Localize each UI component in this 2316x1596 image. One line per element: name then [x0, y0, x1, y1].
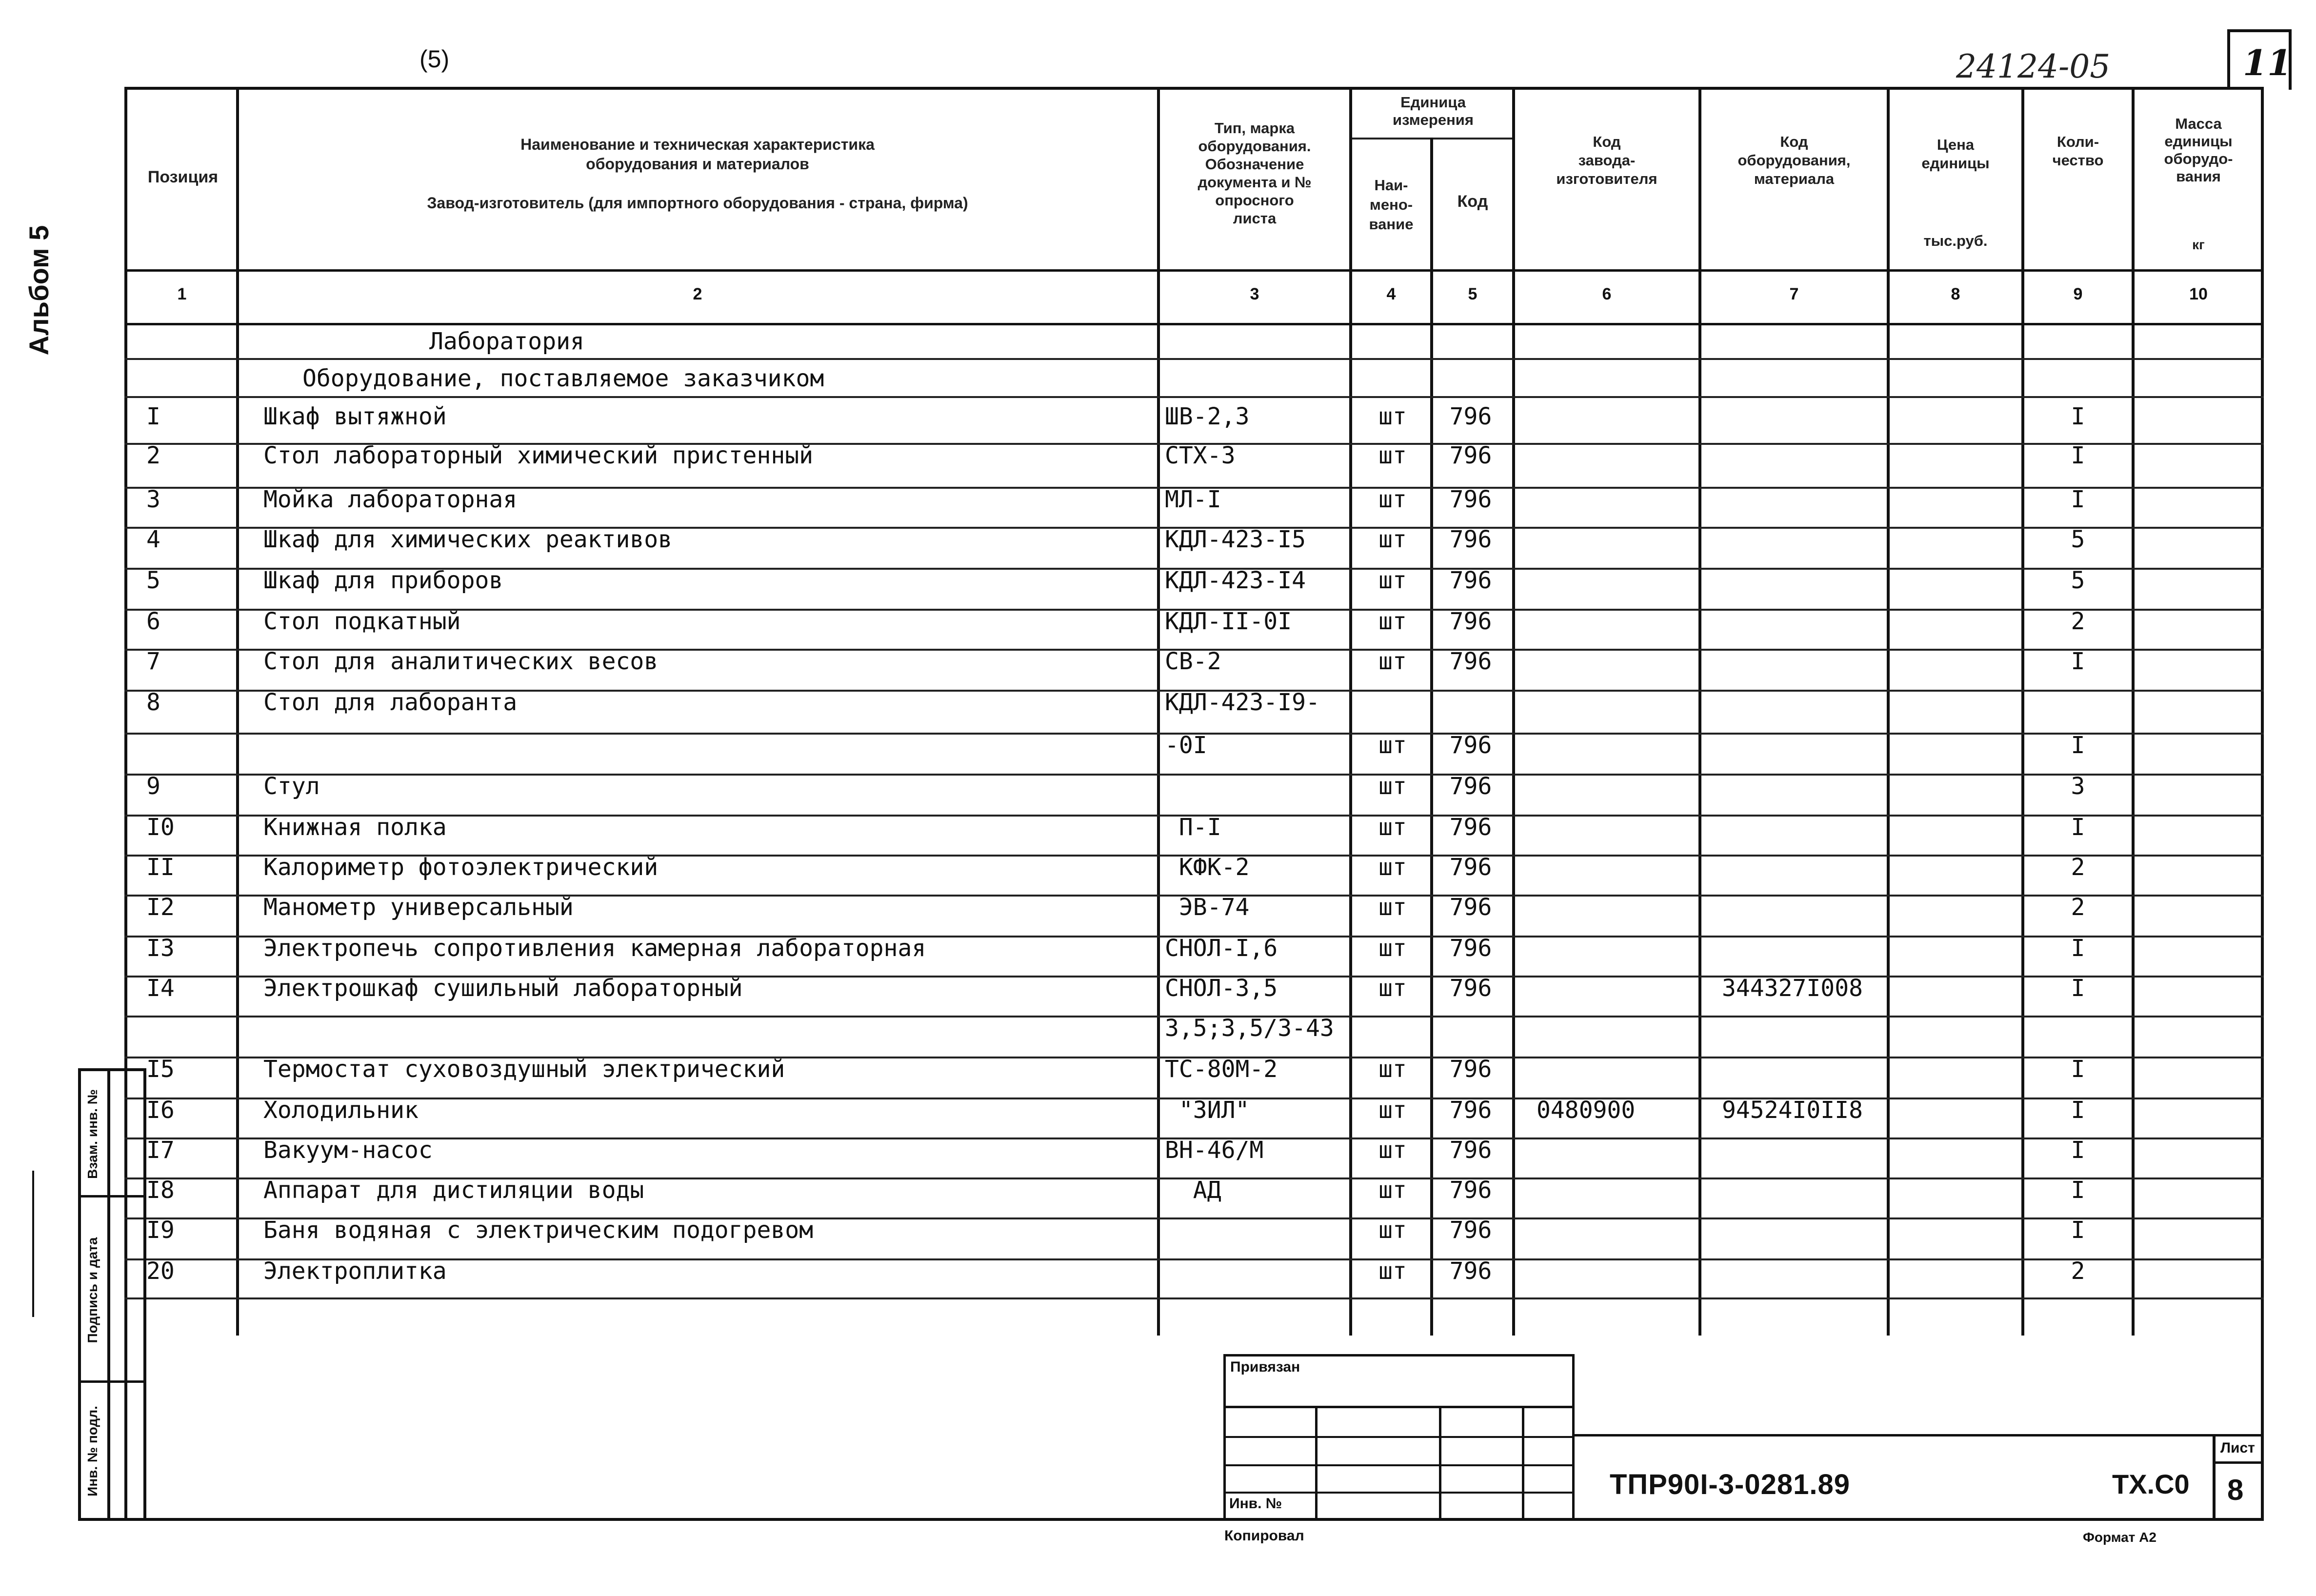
list-number: 8 — [2227, 1474, 2244, 1506]
row-type: -0I — [1165, 732, 1207, 759]
row-unit-code: 796 — [1449, 1056, 1492, 1083]
inv-label: Инв. № — [1229, 1496, 1282, 1512]
row-unit-code: 796 — [1449, 608, 1492, 635]
row-unit: шт — [1378, 608, 1407, 635]
row-name: Вакуум-насос — [263, 1137, 433, 1164]
row-unit-code: 796 — [1449, 1097, 1492, 1124]
bind-label: Привязан — [1230, 1359, 1300, 1375]
row-type: ВН-46/М — [1165, 1137, 1264, 1164]
row-type: ШВ-2,3 — [1165, 403, 1250, 430]
row-position: 2 — [146, 442, 160, 469]
row-position: II — [146, 854, 175, 881]
row-unit-code: 796 — [1449, 894, 1492, 921]
row-position: 3 — [146, 486, 160, 513]
row-quantity: I — [2071, 1056, 2085, 1083]
row-position: 6 — [146, 608, 160, 635]
row-unit: шт — [1378, 1097, 1407, 1124]
header-name-line3: Завод-изготовитель (для импортного оборудования - страна, фирма) — [427, 194, 968, 212]
row-unit-code: 796 — [1449, 773, 1492, 800]
column-number-3: 3 — [1250, 285, 1259, 303]
row-quantity: I — [2071, 486, 2085, 513]
row-unit: шт — [1378, 894, 1407, 921]
row-position: I9 — [146, 1217, 175, 1244]
list-col — [2213, 1434, 2216, 1521]
row-line — [124, 396, 2264, 398]
col-line-3 — [1349, 87, 1352, 1336]
column-number-4: 4 — [1386, 285, 1396, 303]
row-quantity: 5 — [2071, 526, 2085, 553]
row-position: 5 — [146, 567, 160, 594]
row-type: КДЛ-423-I4 — [1165, 567, 1306, 594]
row-name: Манометр универсальный — [263, 894, 574, 921]
bind-col-2 — [1439, 1406, 1441, 1521]
copied-label: Копировал — [1224, 1528, 1304, 1544]
row-quantity: 2 — [2071, 1257, 2085, 1285]
row-unit-code: 796 — [1449, 442, 1492, 469]
row-position: I — [146, 403, 160, 430]
side-stamp-podpis: Подпись и дата — [85, 1237, 100, 1343]
row-unit: шт — [1378, 975, 1407, 1002]
row-unit-code: 796 — [1449, 1257, 1492, 1285]
col-line-7 — [1887, 87, 1890, 1336]
bind-col-3 — [1522, 1406, 1524, 1521]
row-line — [124, 358, 2264, 360]
row-name: Шкаф для химических реактивов — [263, 526, 673, 553]
row-unit-code: 796 — [1449, 1217, 1492, 1244]
column-number-10: 10 — [2189, 285, 2208, 303]
margin-mark — [32, 1171, 34, 1317]
row-position: I7 — [146, 1137, 175, 1164]
row-unit-code: 796 — [1449, 567, 1492, 594]
row-unit-code: 796 — [1449, 854, 1492, 881]
row-position: 4 — [146, 526, 160, 553]
row-quantity: I — [2071, 648, 2085, 675]
row-name: Стол для лаборанта — [263, 689, 518, 716]
row-quantity: I — [2071, 975, 2085, 1002]
row-line — [124, 774, 2264, 776]
row-name: Шкаф для приборов — [263, 567, 503, 594]
row-material-code: 344327I008 — [1722, 975, 1863, 1002]
row-name: Электроплитка — [263, 1257, 447, 1285]
header-name-line1: Наименование и техническая характеристика — [520, 136, 875, 153]
row-unit-code: 796 — [1449, 648, 1492, 675]
row-position: 7 — [146, 648, 160, 675]
row-type: П-I — [1165, 814, 1221, 841]
column-number-5: 5 — [1468, 285, 1477, 303]
row-type: АД — [1165, 1177, 1221, 1204]
row-name: Стул — [263, 773, 320, 800]
section-title: Лаборатория — [429, 328, 584, 355]
header-material-code: Код оборудования, материала — [1737, 133, 1851, 187]
row-unit: шт — [1378, 1217, 1407, 1244]
row-name: Стол для аналитических весов — [263, 648, 659, 675]
row-unit-code: 796 — [1449, 1137, 1492, 1164]
row-quantity: I — [2071, 403, 2085, 430]
row-quantity: I — [2071, 732, 2085, 759]
row-name: Термостат суховоздушный электрический — [263, 1056, 785, 1083]
row-unit: шт — [1378, 567, 1407, 594]
row-unit-code: 796 — [1449, 403, 1492, 430]
row-position: I4 — [146, 975, 175, 1002]
row-position: 8 — [146, 689, 160, 716]
column-number-7: 7 — [1789, 285, 1799, 303]
column-number-1: 1 — [177, 285, 187, 303]
bind-col-1 — [1315, 1406, 1318, 1521]
row-type: ЭВ-74 — [1165, 894, 1250, 921]
row-unit: шт — [1378, 403, 1407, 430]
colnum-bottom-line — [124, 323, 2264, 325]
row-name: Книжная полка — [263, 814, 447, 841]
row-unit: шт — [1378, 854, 1407, 881]
row-unit-code: 796 — [1449, 526, 1492, 553]
column-number-8: 8 — [1951, 285, 1960, 303]
row-type: КДЛ-423-I5 — [1165, 526, 1306, 553]
row-position: 9 — [146, 773, 160, 800]
header-unit-code: Код — [1457, 192, 1488, 211]
row-type: ТС-80М-2 — [1165, 1056, 1278, 1083]
header-bottom-line — [124, 269, 2264, 272]
col-line-2 — [1157, 87, 1160, 1336]
row-unit: шт — [1378, 526, 1407, 553]
row-name: Электрошкаф сушильный лабораторный — [263, 975, 743, 1002]
row-unit: шт — [1378, 773, 1407, 800]
row-plant-code: 0480900 — [1537, 1097, 1636, 1124]
header-name-line2: оборудования и материалов — [586, 155, 809, 173]
row-material-code: 94524I0II8 — [1722, 1097, 1863, 1124]
row-type: КДЛ-II-0I — [1165, 608, 1292, 635]
row-name: Стол лабораторный химический пристенный — [263, 442, 814, 469]
row-position: I2 — [146, 894, 175, 921]
row-quantity: 2 — [2071, 894, 2085, 921]
row-quantity: 5 — [2071, 567, 2085, 594]
row-quantity: I — [2071, 814, 2085, 841]
sheet-number: 11 — [2243, 42, 2292, 83]
col-line-1 — [236, 87, 239, 1336]
row-position: I6 — [146, 1097, 175, 1124]
row-unit: шт — [1378, 732, 1407, 759]
row-unit: шт — [1378, 935, 1407, 962]
row-unit-code: 796 — [1449, 975, 1492, 1002]
row-quantity: I — [2071, 1217, 2085, 1244]
row-unit: шт — [1378, 442, 1407, 469]
row-position: I8 — [146, 1177, 175, 1204]
row-type: СВ-2 — [1165, 648, 1221, 675]
column-number-6: 6 — [1602, 285, 1612, 303]
doc-code: 24124-05 — [1956, 48, 2111, 85]
side-stamp-divider — [107, 1068, 110, 1521]
format-label: Формат А2 — [2083, 1530, 2156, 1545]
row-name: Аппарат для дистиляции воды — [263, 1177, 644, 1204]
header-type: Тип, марка оборудования. Обозначение документа и № опросного листа — [1198, 120, 1312, 227]
row-name: Баня водяная с электрическим подогревом — [263, 1217, 814, 1244]
col-line-4 — [1430, 138, 1433, 1336]
header-mass-unit: кг — [2192, 237, 2205, 252]
page-ref: (5) — [419, 45, 450, 73]
row-type: СТХ-3 — [1165, 442, 1236, 469]
row-quantity: 3 — [2071, 773, 2085, 800]
header-unit-name: Наи- мено- вание — [1369, 177, 1414, 233]
header-quantity: Коли- чество — [2052, 133, 2104, 169]
doc-mark: ТХ.С0 — [2112, 1469, 2190, 1499]
row-unit: шт — [1378, 814, 1407, 841]
row-quantity: I — [2071, 442, 2085, 469]
row-type: 3,5;3,5/3-43 — [1165, 1015, 1334, 1042]
row-position: I0 — [146, 814, 175, 841]
row-type: КФК-2 — [1165, 854, 1250, 881]
row-quantity: I — [2071, 1137, 2085, 1164]
row-unit: шт — [1378, 1257, 1407, 1285]
row-unit: шт — [1378, 1177, 1407, 1204]
row-quantity: I — [2071, 1177, 2085, 1204]
row-name: Холодильник — [263, 1097, 419, 1124]
row-unit-code: 796 — [1449, 486, 1492, 513]
section-subtitle: Оборудование, поставляемое заказчиком — [302, 365, 824, 392]
header-plant-code: Код завода- изготовителя — [1556, 133, 1657, 187]
row-unit: шт — [1378, 486, 1407, 513]
column-number-9: 9 — [2073, 285, 2083, 303]
list-label: Лист — [2220, 1440, 2255, 1456]
row-type: МЛ-I — [1165, 486, 1221, 513]
header-unit-group: Единица измерения — [1393, 94, 1474, 128]
list-divider — [2213, 1461, 2264, 1464]
row-position: I5 — [146, 1056, 175, 1083]
header-mass: Масса единицы оборудо- вания — [2164, 115, 2233, 185]
album-label: Альбом 5 — [23, 225, 54, 356]
row-name: Стол подкатный — [263, 608, 461, 635]
row-position: I3 — [146, 935, 175, 962]
side-stamp-inv: Инв. № подл. — [85, 1406, 100, 1496]
row-name: Мойка лабораторная — [263, 486, 518, 513]
row-quantity: I — [2071, 1097, 2085, 1124]
row-unit-code: 796 — [1449, 1177, 1492, 1204]
row-unit-code: 796 — [1449, 935, 1492, 962]
row-quantity: 2 — [2071, 608, 2085, 635]
row-name: Шкаф вытяжной — [263, 403, 447, 430]
col-line-9 — [2132, 87, 2135, 1336]
side-stamp-vzam: Взам. инв. № — [85, 1089, 100, 1179]
row-name: Электропечь сопротивления камерная лабораторная — [263, 935, 926, 962]
col-line-5 — [1512, 87, 1515, 1336]
main-stamp-top — [1575, 1434, 2264, 1436]
row-quantity: 2 — [2071, 854, 2085, 881]
column-number-2: 2 — [693, 285, 702, 303]
doc-number: ТПР90I-3-0281.89 — [1610, 1469, 1850, 1500]
row-unit-code: 796 — [1449, 732, 1492, 759]
side-stamp-line-1 — [78, 1195, 146, 1197]
row-unit-code: 796 — [1449, 814, 1492, 841]
header-position: Позиция — [147, 168, 219, 186]
row-type: "ЗИЛ" — [1165, 1097, 1250, 1124]
row-unit: шт — [1378, 1056, 1407, 1083]
row-line — [124, 1297, 2264, 1299]
side-stamp-line-2 — [78, 1380, 146, 1383]
header-price: Цена единицы — [1921, 136, 1990, 172]
row-type: СНОЛ-I,6 — [1165, 935, 1278, 962]
col-line-6 — [1698, 87, 1701, 1336]
row-quantity: I — [2071, 935, 2085, 962]
row-name: Калориметр фотоэлектрический — [263, 854, 659, 881]
header-price-unit: тыс.руб. — [1923, 232, 1988, 249]
row-unit: шт — [1378, 648, 1407, 675]
row-type: СНОЛ-3,5 — [1165, 975, 1278, 1002]
row-unit: шт — [1378, 1137, 1407, 1164]
row-position: 20 — [146, 1257, 175, 1285]
row-type: КДЛ-423-I9- — [1165, 689, 1320, 716]
